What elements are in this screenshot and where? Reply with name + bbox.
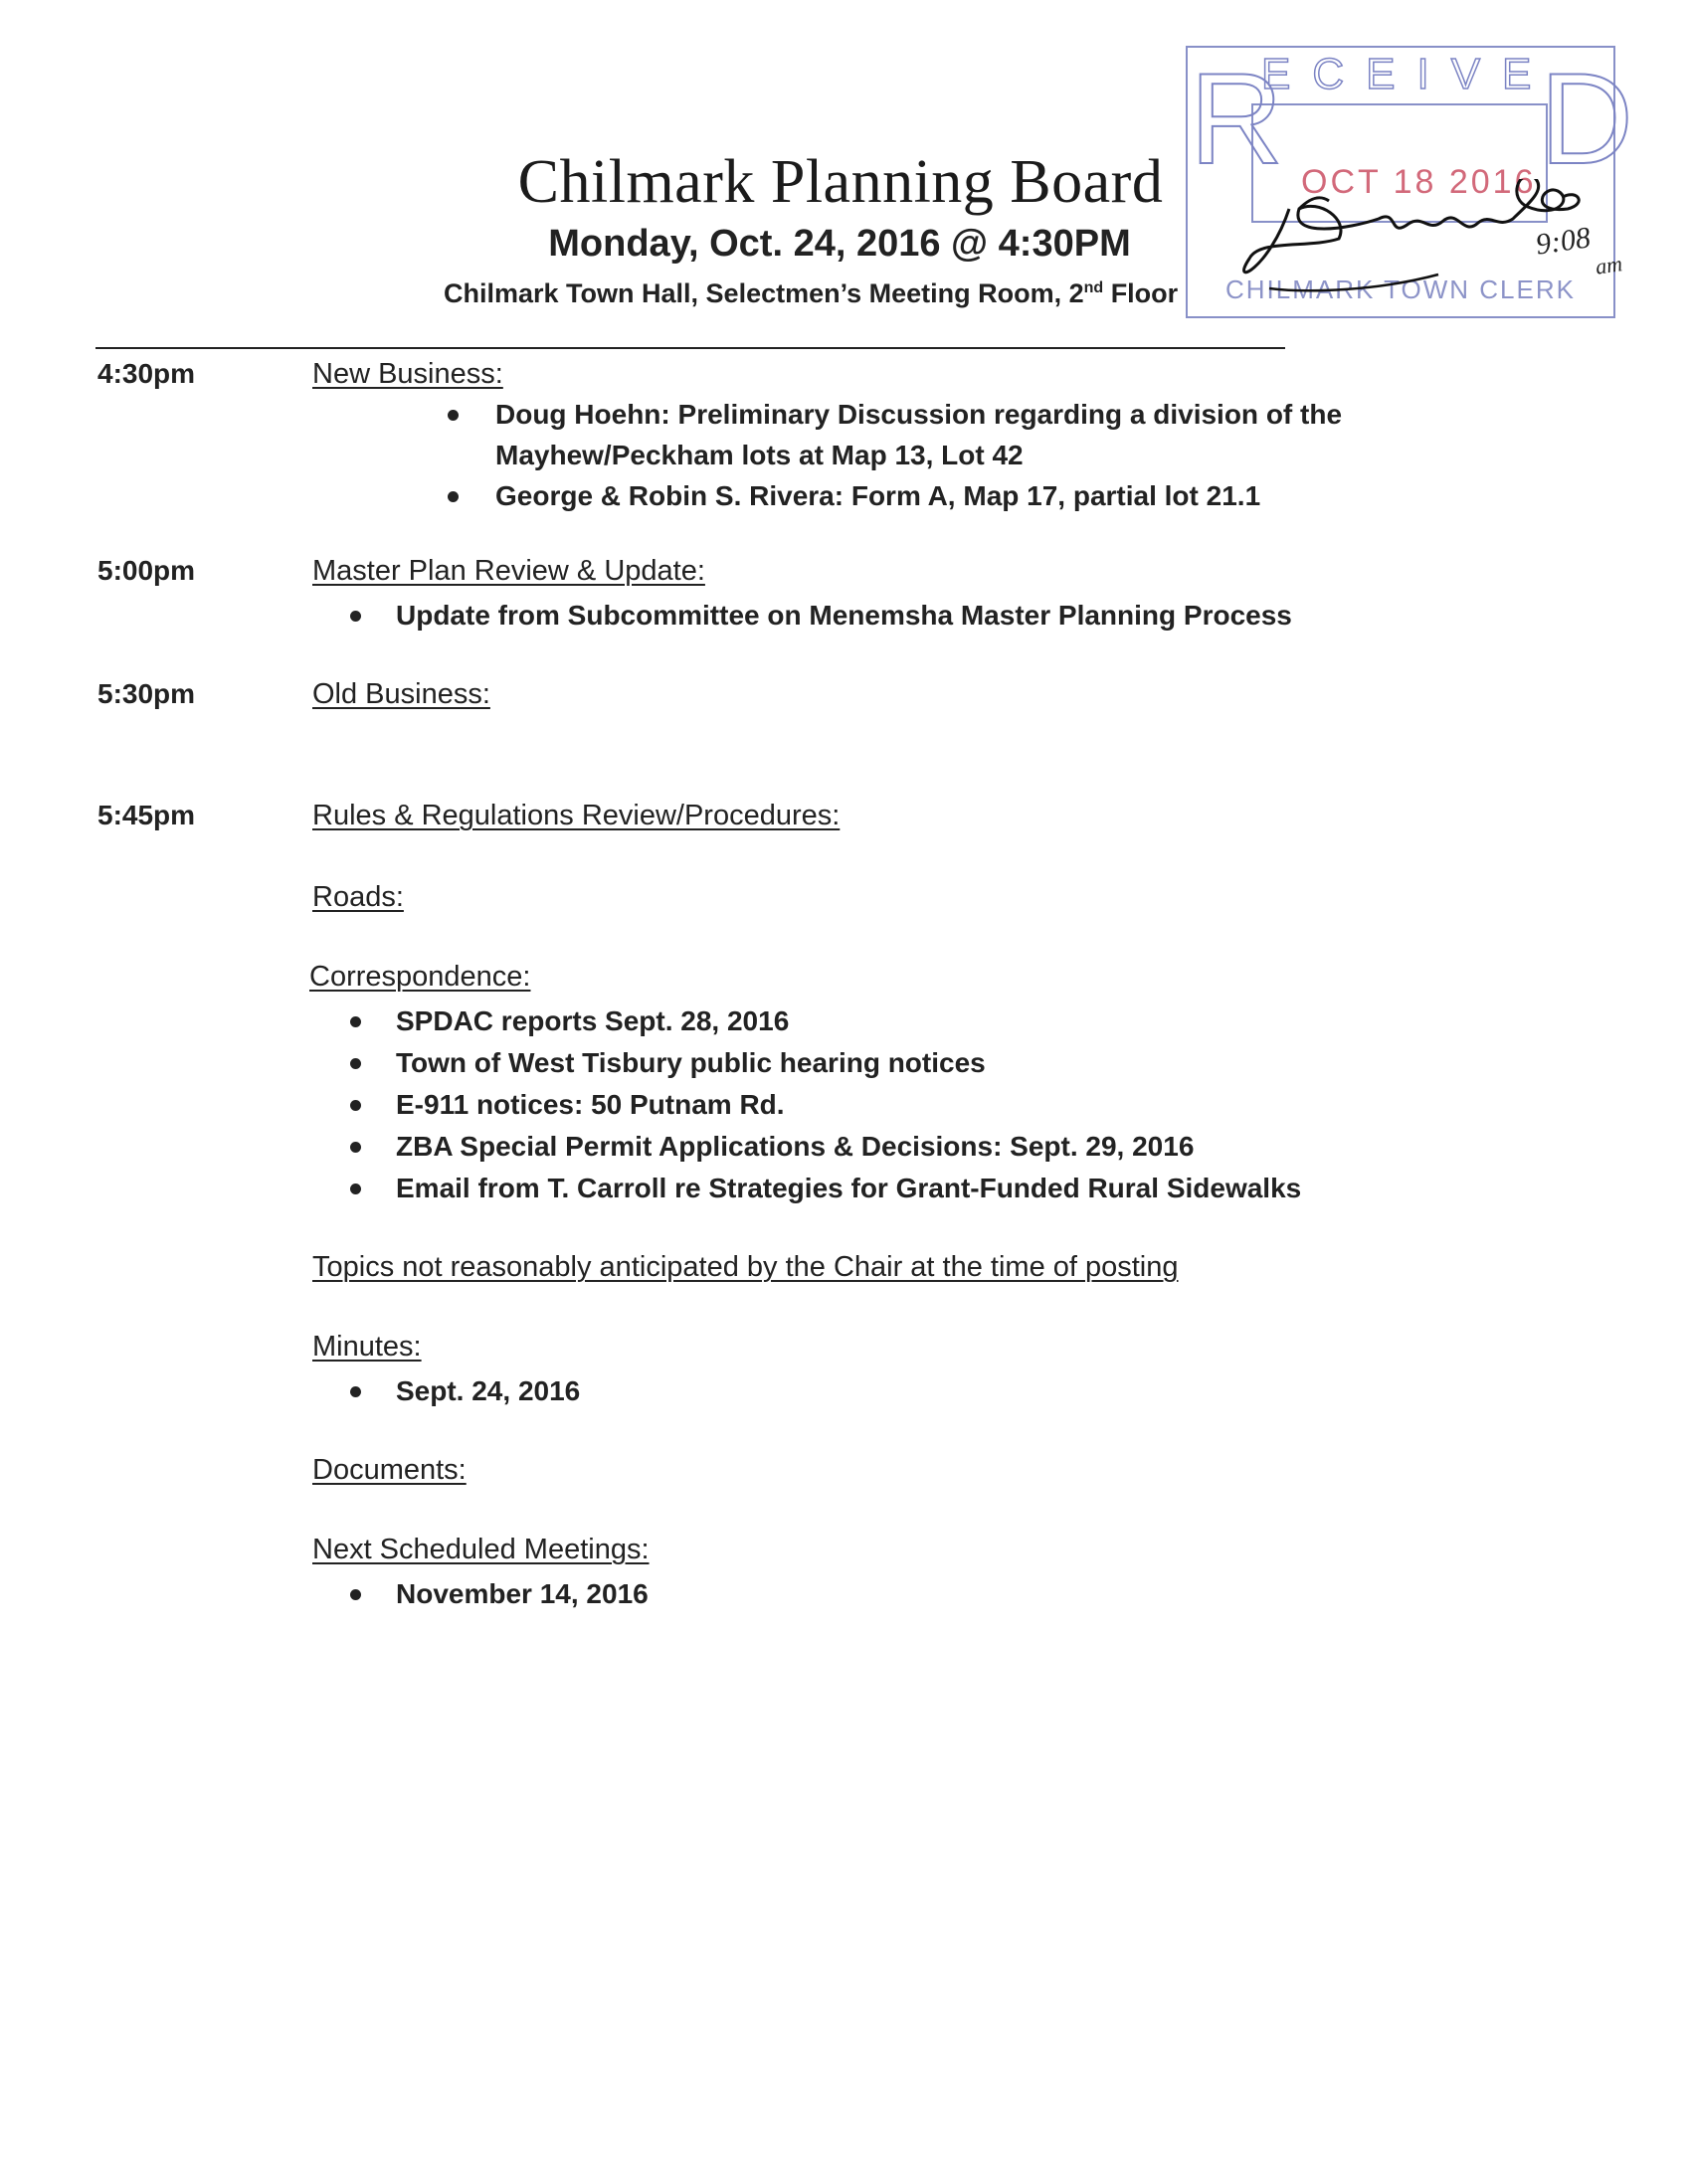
bullet: [350, 1183, 361, 1194]
bullet: [350, 611, 361, 622]
bullet: [448, 410, 459, 421]
section-heading-roads: Roads:: [312, 881, 404, 913]
correspondence-item: SPDAC reports Sept. 28, 2016: [396, 1005, 790, 1036]
agenda-time: 5:00pm: [97, 555, 196, 586]
section-heading-old-business: Old Business:: [312, 678, 490, 710]
bullet: [350, 1058, 361, 1069]
agenda-item: Doug Hoehn: Preliminary Discussion regarding a division of the: [495, 399, 1343, 430]
correspondence-item: Town of West Tisbury public hearing notices: [396, 1047, 986, 1078]
section-heading-correspondence: Correspondence:: [309, 961, 531, 993]
agenda-time: 4:30pm: [97, 358, 196, 389]
bullet: [350, 1589, 361, 1600]
section-heading-master-plan: Master Plan Review & Update:: [312, 555, 705, 587]
section-heading-minutes: Minutes:: [312, 1331, 422, 1363]
bullet: [350, 1100, 361, 1111]
stamp-date: OCT 18 2016: [1301, 163, 1537, 201]
stamp-letter-right: D: [1540, 46, 1633, 191]
clerk-signature: [1229, 179, 1657, 298]
header-divider: [95, 347, 1285, 349]
bullet: [350, 1386, 361, 1397]
correspondence-item: ZBA Special Permit Applications & Decisions: Sept. 29, 2016: [396, 1131, 1195, 1162]
section-heading-new-business: New Business:: [312, 358, 503, 390]
signature-time: 9:08: [1533, 221, 1593, 262]
stamp-received-text: ECEIVE: [1261, 50, 1554, 98]
bullet: [350, 1142, 361, 1153]
correspondence-item: E-911 notices: 50 Putnam Rd.: [396, 1089, 785, 1120]
minutes-item: Sept. 24, 2016: [396, 1375, 581, 1406]
section-heading-rules: Rules & Regulations Review/Procedures:: [312, 800, 841, 831]
agenda-time: 5:30pm: [97, 678, 196, 709]
agenda-item-continued: Mayhew/Peckham lots at Map 13, Lot 42: [495, 440, 1024, 470]
agenda-item: Update from Subcommittee on Menemsha Master Planning Process: [396, 600, 1292, 631]
section-heading-topics: Topics not reasonably anticipated by the Chair at the time of posting: [312, 1251, 1179, 1283]
page-title: Chilmark Planning Board: [517, 148, 1164, 216]
agenda-item: George & Robin S. Rivera: Form A, Map 17, partial lot 21.1: [495, 480, 1261, 511]
section-heading-next-meetings: Next Scheduled Meetings:: [312, 1534, 650, 1565]
meeting-location: Chilmark Town Hall, Selectmen’s Meeting Room, 2nd Floor: [444, 278, 1179, 308]
stamp-letter-left: R: [1190, 46, 1283, 191]
stamp-clerk: CHILMARK TOWN CLERK: [1225, 274, 1576, 304]
section-heading-documents: Documents:: [312, 1454, 467, 1486]
correspondence-item: Email from T. Carroll re Strategies for Grant-Funded Rural Sidewalks: [396, 1173, 1302, 1203]
next-meeting-item: November 14, 2016: [396, 1578, 649, 1609]
bullet: [350, 1016, 361, 1027]
bullet: [448, 491, 459, 502]
agenda-time: 5:45pm: [97, 800, 196, 830]
meeting-date: Monday, Oct. 24, 2016 @ 4:30PM: [548, 223, 1131, 265]
signature-time-suffix: am: [1594, 251, 1624, 279]
